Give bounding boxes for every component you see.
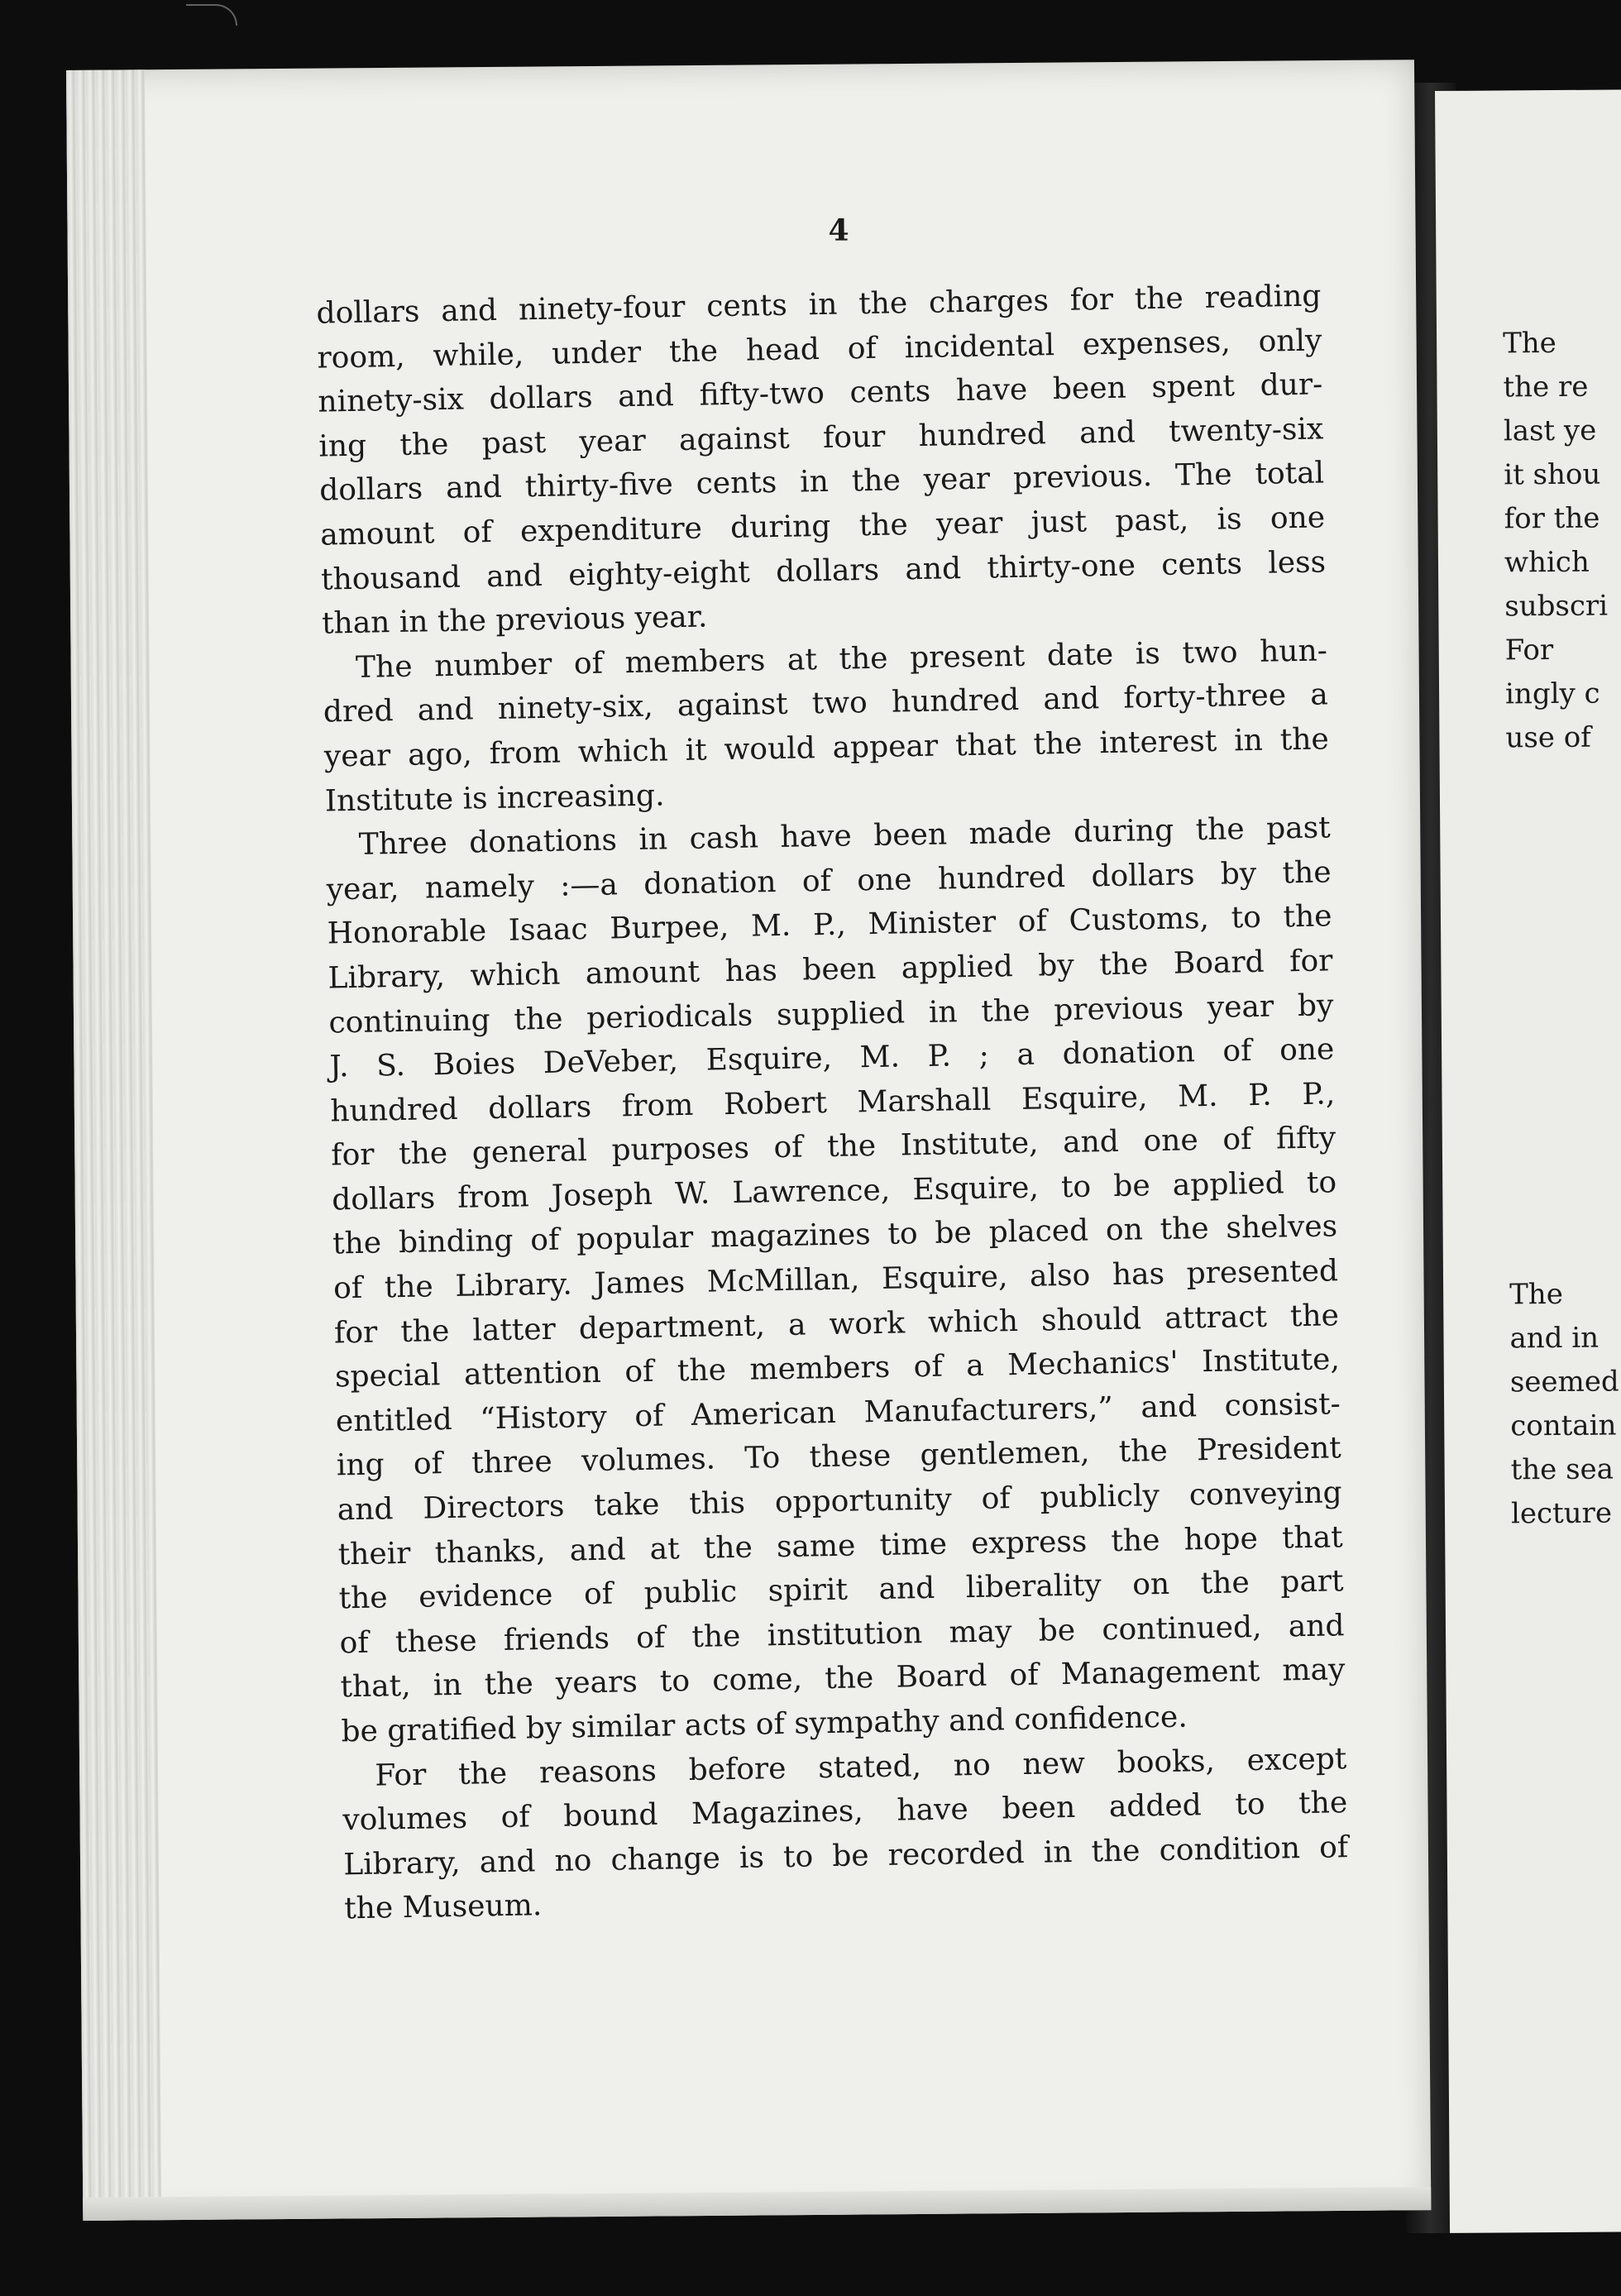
text-line: of the Library. James McMillan, Esquire, also has presented	[332, 1254, 1339, 1306]
facing-page-fragment: The	[1502, 326, 1556, 361]
book-page	[66, 60, 1431, 2221]
facing-page-fragment: use of	[1505, 720, 1591, 755]
facing-page-fragment: which	[1504, 545, 1590, 580]
text-line: continuing the periodicals supplied in the previous year by	[328, 988, 1334, 1040]
text-line: dollars and ninety-four cents in the charges for the reading	[316, 279, 1322, 331]
paragraph-membership	[323, 629, 1331, 824]
text-line: entitled “History of American Manufacturers,” and consist-	[335, 1387, 1341, 1439]
facing-page	[1435, 89, 1621, 2233]
text-line: for the general purposes of the Institute, and one of fifty	[330, 1121, 1336, 1173]
text-line: volumes of bound Magazines, have been added to the	[342, 1786, 1348, 1838]
page-number: 4	[828, 213, 849, 248]
text-line: Three donations in cash have been made during the past	[358, 811, 1331, 862]
text-line: Library, which amount has been applied by the Board for	[328, 944, 1333, 996]
text-line: be gratified by similar acts of sympathy and confidence.	[341, 1700, 1188, 1749]
page-bottom-edge	[83, 2187, 1431, 2221]
text-line: ing of three volumes. To these gentlemen, the President	[336, 1431, 1342, 1483]
facing-page-fragment: contain	[1510, 1409, 1617, 1443]
text-line: of these friends of the institution may be continued, and	[339, 1608, 1345, 1661]
paragraph-expenditure	[316, 274, 1327, 646]
text-line: special attention of the members of a Mechanics' Institute,	[334, 1342, 1341, 1394]
page-body-text	[316, 274, 1350, 1945]
text-line: J. S. Boies DeVeber, Esquire, M. P. ; a donation of one	[329, 1032, 1335, 1084]
facing-page-fragment: the re	[1503, 370, 1589, 404]
text-line: and Directors take this opportunity of publicly conveying	[337, 1476, 1343, 1528]
text-line: the binding of popular magazines to be placed on the shelves	[332, 1209, 1338, 1261]
facing-page-fragment: it shou	[1504, 457, 1601, 492]
text-line: Library, and no change is to be recorded in the condition of	[342, 1830, 1349, 1882]
facing-page-text	[1503, 321, 1621, 1536]
facing-page-fragment: lecture	[1510, 1496, 1613, 1531]
text-line: their thanks, and at the same time express the hope that	[337, 1519, 1343, 1572]
facing-page-fragment: the sea	[1510, 1452, 1614, 1487]
facing-page-fragment: seemed	[1509, 1365, 1619, 1399]
facing-page-fragment: last ye	[1503, 414, 1597, 448]
film-scratch-mark	[186, 4, 237, 26]
text-line: the Museum.	[343, 1888, 543, 1926]
text-line: Institute is increasing.	[324, 777, 665, 819]
facing-page-fragment: and in	[1509, 1321, 1599, 1356]
text-line: that, in the years to come, the Board of Management may	[340, 1653, 1346, 1705]
text-line: year, namely :—a donation of one hundred dollars by the	[326, 855, 1332, 907]
text-line: than in the previous year.	[321, 600, 708, 641]
text-line: The number of members at the present date is two hun-	[355, 634, 1328, 685]
text-line: room, while, under the head of incidental expenses, only	[317, 323, 1322, 375]
text-line: Honorable Isaac Burpee, M. P., Minister of Customs, to the	[327, 899, 1332, 951]
text-line: For the reasons before stated, no new books, except	[375, 1741, 1347, 1793]
text-line: dollars and thirty-five cents in the year previous. The total	[318, 456, 1325, 508]
text-line: ninety-six dollars and fifty-two cents have been spent dur-	[318, 367, 1323, 419]
text-line: amount of expenditure during the year just past, is one	[319, 500, 1326, 552]
text-line: year ago, from which it would appear that the interest in the	[323, 722, 1330, 774]
page-stack-edges	[66, 69, 161, 2221]
text-line: dred and ninety-six, against two hundred and forty-three a	[323, 677, 1329, 729]
text-line: dollars from Joseph W. Lawrence, Esquire, to be applied to	[331, 1165, 1337, 1217]
facing-page-fragment: for the	[1504, 501, 1600, 536]
facing-page-fragment: ingly c	[1504, 677, 1600, 711]
text-line: for the latter department, a work which should attract the	[333, 1298, 1340, 1351]
paragraph-donations	[325, 806, 1346, 1754]
paragraph-library	[342, 1737, 1350, 1932]
facing-page-fragment: The	[1509, 1277, 1564, 1312]
facing-page-fragment: subscri	[1504, 589, 1609, 624]
text-line: ing the past year against four hundred and twenty-six	[318, 412, 1324, 464]
text-line: thousand and eighty-eight dollars and thirty-one cents less	[320, 544, 1327, 597]
text-line: the evidence of public spirit and liberality on the part	[338, 1564, 1344, 1616]
text-line: hundred dollars from Robert Marshall Esquire, M. P. P.,	[330, 1076, 1336, 1129]
facing-page-fragment: For	[1504, 634, 1554, 667]
